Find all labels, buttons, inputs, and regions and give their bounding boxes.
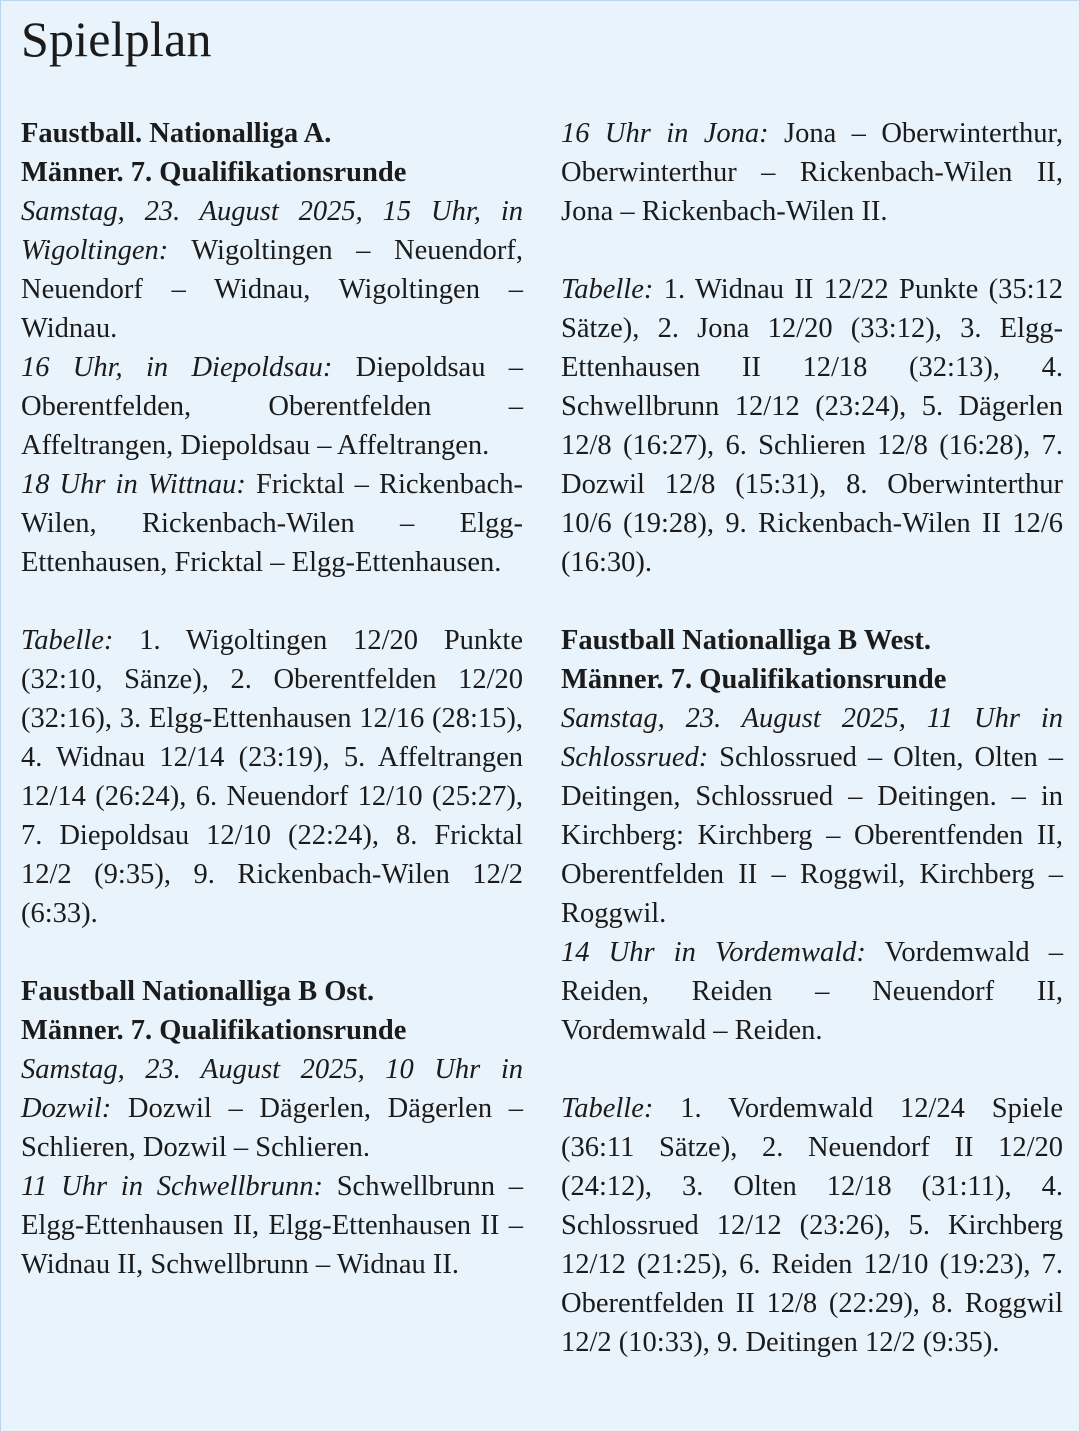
section-nationalliga-a	[21, 114, 523, 933]
match-paragraph	[21, 1167, 523, 1284]
standings-paragraph	[561, 270, 1063, 582]
match-paragraph	[21, 192, 523, 348]
match-list: Schlossrued – Olten, Olten – Deitingen, Schlossrued – Deitingen. – in Kirchberg: Kirchberg – Oberentfenden II, Oberentfelden II – Roggwil, Kirchberg – Roggwil.	[561, 742, 1063, 929]
standings-label: Tabelle:	[561, 274, 654, 305]
match-paragraph	[561, 114, 1063, 231]
match-list: Schwellbrunn – Elgg-Ettenhausen II, Elgg-Ettenhausen II – Widnau II, Schwellbrunn – Widnau II.	[21, 1171, 524, 1280]
match-list: Wigoltingen – Neuendorf, Neuendorf – Widnau, Wigoltingen – Widnau.	[21, 235, 523, 344]
match-list: Vordemwald – Reiden, Reiden – Neuendorf II, Vordemwald – Reiden.	[561, 937, 1063, 1046]
standings-paragraph	[561, 1089, 1063, 1362]
match-time-location: 11 Uhr in Schwellbrunn:	[21, 1171, 323, 1202]
standings-label: Tabelle:	[21, 625, 114, 656]
standings-text: 1. Vordemwald 12/24 Spiele (36:11 Sätze), 2. Neuendorf II 12/20 (24:12), 3. Olten 12/18 (31:11), 4. Schlossrued 12/12 (23:26), 5. Kirchberg 12/12 (21:25), 6. Reiden 12/10 (19:23), 7. Oberentfelden II 12/8 (22:29), 8. Roggwil 12/2 (10:33), 9. Deitingen 12/2 (9:35).	[561, 1093, 1063, 1358]
standings-paragraph	[21, 621, 523, 933]
match-time-location: Samstag, 23. August 2025, 11 Uhr in Schlossrued:	[561, 703, 1063, 773]
match-time-location: 14 Uhr in Vordemwald:	[561, 937, 866, 968]
match-time-location: 16 Uhr in Jona:	[561, 118, 769, 149]
section-heading-round: Männer. 7. Qualifikationsrunde	[561, 664, 947, 695]
match-paragraph	[21, 1050, 523, 1167]
section-heading-round: Männer. 7. Qualifikationsrunde	[21, 157, 407, 188]
page-title: Spielplan	[21, 11, 212, 67]
spacer	[561, 582, 1063, 621]
standings-text: 1. Wigoltingen 12/20 Punkte (32:10, Sänze), 2. Oberentfelden 12/20 (32:16), 3. Elgg-Ettenhausen 12/16 (28:15), 4. Widnau 12/14 (23:19), 5. Affeltrangen 12/14 (26:24), 6. Neuendorf 12/10 (25:27), 7. Diepoldsau 12/10 (22:24), 8. Fricktal 12/2 (9:35), 9. Rickenbach-Wilen 12/2 (6:33).	[21, 625, 523, 929]
match-list: Diepoldsau – Oberentfelden, Oberentfelden – Affeltrangen, Diepoldsau – Affeltrangen.	[21, 352, 523, 461]
match-paragraph	[561, 933, 1063, 1050]
match-list: Jona – Oberwinterthur, Oberwinterthur – Rickenbach-Wilen II, Jona – Rickenbach-Wilen II.	[561, 118, 1063, 227]
match-list: Fricktal – Rickenbach-Wilen, Rickenbach-Wilen – Elgg-Ettenhausen, Fricktal – Elgg-Ettenhausen.	[21, 469, 523, 578]
section-nationalliga-b-west	[561, 621, 1063, 1362]
match-time-location: Samstag, 23. August 2025, 10 Uhr in Dozwil:	[21, 1054, 523, 1124]
match-time-location: Samstag, 23. August 2025, 15 Uhr, in Wigoltingen:	[21, 196, 523, 266]
match-paragraph	[21, 348, 523, 465]
match-paragraph	[21, 465, 523, 582]
match-time-location: 16 Uhr, in Diepoldsau:	[21, 352, 333, 383]
standings-text: 1. Widnau II 12/22 Punkte (35:12 Sätze), 2. Jona 12/20 (33:12), 3. Elgg-Ettenhausen II 12/18 (32:13), 4. Schwellbrunn 12/12 (23:24), 5. Dägerlen 12/8 (16:27), 6. Schlieren 12/8 (16:28), 7. Dozwil 12/8 (15:31), 8. Oberwinterthur 10/6 (19:28), 9. Rickenbach-Wilen II 12/6 (16:30).	[561, 274, 1063, 578]
match-time-location: 18 Uhr in Wittnau:	[21, 469, 246, 500]
section-heading-league: Faustball Nationalliga B Ost.	[21, 976, 375, 1007]
section-heading-league: Faustball. Nationalliga A.	[21, 118, 332, 149]
right-column	[561, 114, 1063, 1362]
match-paragraph	[561, 699, 1063, 933]
spacer	[21, 933, 523, 972]
spacer	[561, 1050, 1063, 1089]
spacer	[21, 582, 523, 621]
section-nationalliga-b-ost	[21, 972, 523, 1284]
section-heading-round: Männer. 7. Qualifikationsrunde	[21, 1015, 407, 1046]
section-nationalliga-b-ost-continued	[561, 114, 1063, 582]
match-list: Dozwil – Dägerlen, Dägerlen – Schlieren, Dozwil – Schlieren.	[21, 1093, 523, 1163]
standings-label: Tabelle:	[561, 1093, 654, 1124]
spacer	[561, 231, 1063, 270]
left-column	[21, 114, 523, 1284]
section-heading-league: Faustball Nationalliga B West.	[561, 625, 932, 656]
